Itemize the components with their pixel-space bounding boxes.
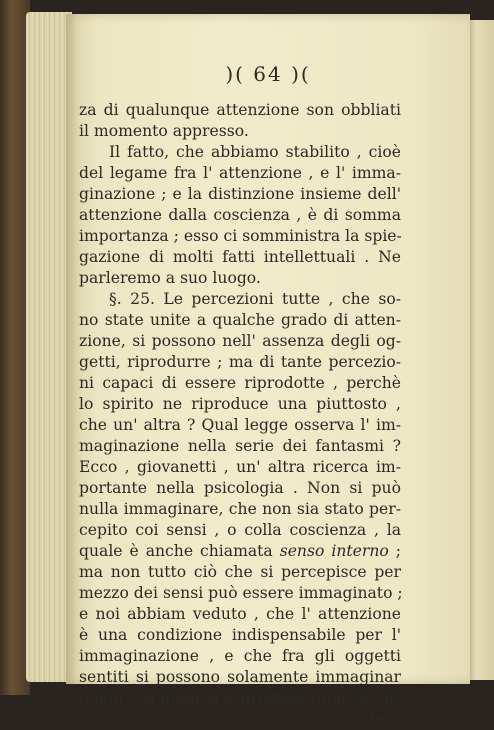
- italic-term: senso interno: [279, 542, 389, 560]
- text-line: [79, 541, 401, 562]
- text-line: Ecco , giovanetti , un' altra ricerca im-: [79, 458, 401, 476]
- text-line: za di qualunque attenzione son obbliati: [79, 101, 401, 119]
- text-line: sentiti si possono solamente immaginar: [79, 668, 401, 686]
- text-line: maginazione nella serie dei fantasmi ?: [79, 437, 401, 455]
- text-fragment: quale è anche chiamata: [79, 542, 280, 560]
- text-line: zione, si possono nell' assenza degli og-: [79, 332, 401, 350]
- text-line: mezzo dei sensi può essere immaginato ;: [79, 584, 403, 602]
- text-line: §. 25. Le percezioni tutte , che so-: [109, 290, 401, 308]
- text-line: ginazione ; e la distinzione insieme dell': [79, 185, 401, 203]
- page-number: )( 64 )(: [225, 62, 311, 86]
- text-line: del legame fra l' attenzione , e l' imma-: [79, 164, 401, 182]
- text-line: quelli , ai quali si è prestata qualche at-: [79, 689, 401, 707]
- text-line: parleremo a suo luogo.: [79, 269, 261, 287]
- text-line: ma non tutto ciò che si percepisce per: [79, 563, 401, 581]
- text-line: gazione di molti fatti intellettuali . Ne: [79, 248, 401, 266]
- text-line: lo spirito ne riproduce una piuttosto ,: [79, 395, 401, 413]
- text-line: che un' altra ? Qual legge osserva l' im-: [79, 416, 401, 434]
- text-line: e noi abbiam veduto , che l' attenzione: [79, 605, 401, 623]
- text-line: ni capaci di essere riprodotte , perchè: [79, 374, 401, 392]
- text-line: no state unite a qualche grado di atten-: [79, 311, 401, 329]
- text-line: è una condizione indispensabile per l': [79, 626, 401, 644]
- text-line: ten-: [370, 710, 401, 728]
- text-line: il momento appresso.: [79, 122, 249, 140]
- facing-page-edge: [468, 20, 494, 680]
- text-line: importanza ; esso ci somministra la spie-: [79, 227, 402, 245]
- text-line: Il fatto, che abbiamo stabilito , cioè: [109, 143, 401, 161]
- text-line: cepito coi sensi , o colla coscienza , la: [79, 521, 401, 539]
- text-line: immaginazione , e che fra gli oggetti: [79, 647, 401, 665]
- page-text: [79, 100, 401, 730]
- text-line: attenzione dalla coscienza , è di somma: [79, 206, 401, 224]
- text-line: nulla immaginare, che non sia stato per-: [79, 500, 401, 518]
- text-line: portante nella psicologia . Non si può: [79, 479, 401, 497]
- text-fragment: ;: [388, 542, 401, 560]
- text-line: getti, riprodurre ; ma di tante percezio-: [79, 353, 401, 371]
